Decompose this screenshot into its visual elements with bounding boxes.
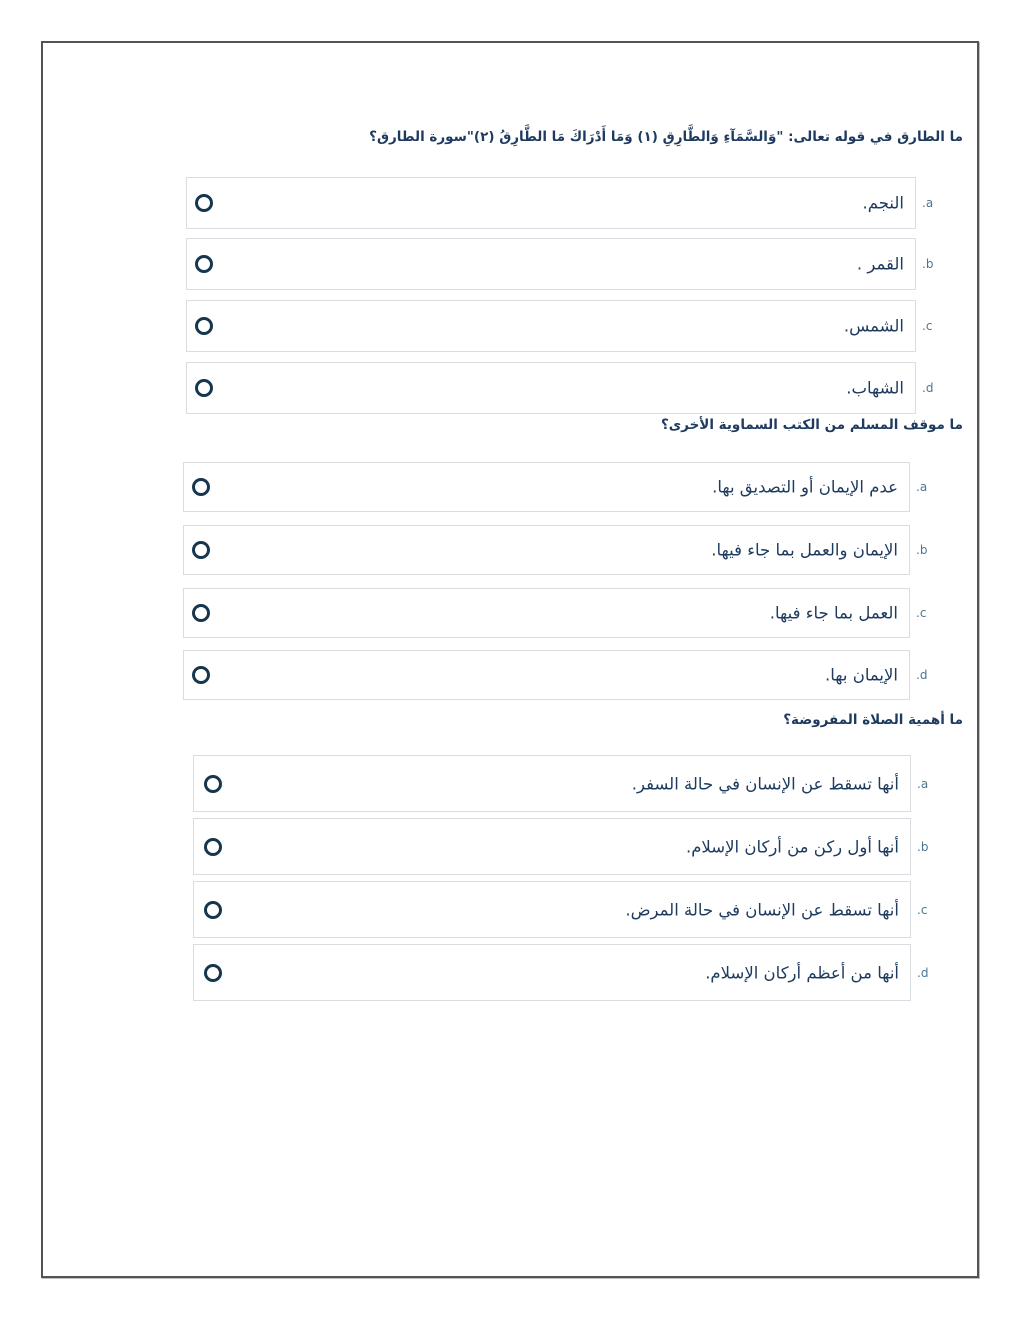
radio-button[interactable] (192, 478, 210, 496)
option-box[interactable] (186, 300, 916, 352)
option-letter: d. (916, 668, 928, 682)
radio-button[interactable] (204, 775, 222, 793)
option-label: أنها من أعظم أركان الإسلام. (705, 963, 899, 982)
option-letter: d. (922, 381, 934, 395)
option-label: الشمس. (843, 316, 904, 336)
question-2-option-a (183, 462, 946, 512)
question-2-option-d (183, 650, 946, 700)
radio-button[interactable] (204, 838, 222, 856)
option-letter: a. (922, 196, 934, 210)
option-label: أنها تسقط عن الإنسان في حالة السفر. (631, 774, 899, 793)
option-box[interactable] (186, 362, 916, 414)
option-label: الإيمان والعمل بما جاء فيها. (711, 540, 898, 560)
option-label: الشهاب. (846, 378, 904, 398)
radio-button[interactable] (204, 964, 222, 982)
option-label: النجم. (862, 193, 904, 213)
radio-button[interactable] (195, 255, 213, 273)
option-label: الإيمان بها. (825, 665, 898, 685)
question-1-option-a (186, 177, 952, 229)
radio-button[interactable] (192, 666, 210, 684)
option-label: القمر . (856, 254, 904, 274)
option-letter: a. (916, 480, 928, 494)
option-letter: c. (922, 319, 933, 333)
option-box[interactable] (183, 650, 910, 700)
question-2-text: ما موقف المسلم من الكتب السماوية الأخرى؟ (660, 417, 963, 433)
question-2-option-b (183, 525, 946, 575)
option-letter: b. (917, 839, 929, 854)
question-3-option-d (193, 944, 947, 1001)
option-box[interactable] (193, 755, 911, 812)
question-1-option-c (186, 300, 952, 352)
option-box[interactable] (183, 525, 910, 575)
option-box[interactable] (183, 588, 910, 638)
option-letter: b. (922, 257, 934, 271)
option-box[interactable] (193, 818, 911, 875)
option-letter: d. (917, 965, 929, 980)
radio-button[interactable] (195, 317, 213, 335)
option-label: العمل بما جاء فيها. (769, 603, 898, 623)
radio-button[interactable] (192, 541, 210, 559)
option-box[interactable] (186, 238, 916, 290)
option-label: أنها أول ركن من أركان الإسلام. (685, 837, 899, 856)
option-box[interactable] (183, 462, 910, 512)
question-2-option-c (183, 588, 946, 638)
radio-button[interactable] (204, 901, 222, 919)
option-box[interactable] (193, 944, 911, 1001)
question-3-text: ما أهمية الصلاة المفروضة؟ (783, 712, 963, 728)
question-1-text: ما الطارق في قوله تعالى: "وَالسَّمَآءِ وَالطَّارِقِ (١) وَمَا أَدْرَاكَ مَا الطَّارِقُ (٢)"سورة الطارق؟ (369, 129, 963, 145)
option-box[interactable] (186, 177, 916, 229)
question-3-option-c (193, 881, 947, 938)
radio-button[interactable] (192, 604, 210, 622)
radio-button[interactable] (195, 194, 213, 212)
option-letter: a. (917, 776, 929, 791)
option-box[interactable] (193, 881, 911, 938)
option-letter: c. (916, 606, 927, 620)
question-1-option-d (186, 362, 952, 414)
option-letter: b. (916, 543, 928, 557)
option-label: أنها تسقط عن الإنسان في حالة المرض. (625, 900, 899, 919)
option-letter: c. (917, 902, 928, 917)
question-1-option-b (186, 238, 952, 290)
question-3-option-a (193, 755, 947, 812)
question-3-option-b (193, 818, 947, 875)
radio-button[interactable] (195, 379, 213, 397)
option-label: عدم الإيمان أو التصديق بها. (712, 477, 898, 497)
page-frame (41, 41, 979, 1278)
